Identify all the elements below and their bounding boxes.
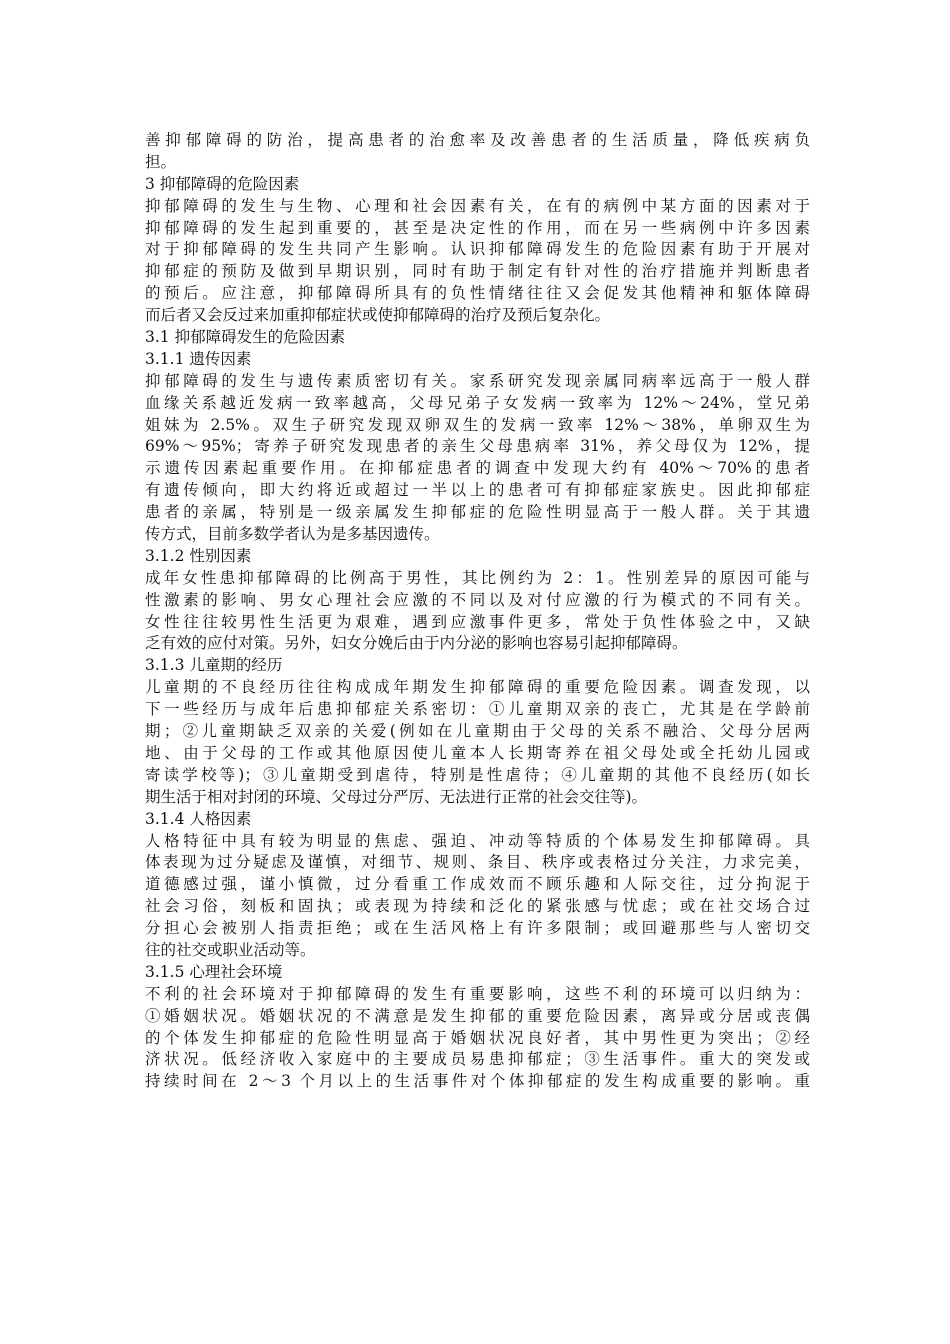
body-paragraph [145, 130, 810, 174]
section-heading: 3.1.5 心理社会环境 [145, 962, 283, 981]
text-line: 抑郁障碍的发生与遗传素质密切有关。家系研究发现亲属同病率远高于一般人群 [145, 371, 810, 390]
text-line: 69%～95%；寄养子研究发现患者的亲生父母患病率 31%，养父母仅为 12%，提 [145, 437, 810, 456]
body-paragraph [145, 371, 810, 546]
text-line: 体表现为过分疑虑及谨慎，对细节、规则、条目、秩序或表格过分关注，力求完美， [145, 853, 810, 872]
document-page [145, 130, 810, 1093]
section-heading: 3.1 抑郁障碍发生的危险因素 [145, 328, 346, 347]
text-line: 血缘关系越近发病一致率越高，父母兄弟子女发病一致率为 12%～24%，堂兄弟 [145, 393, 810, 412]
text-line: 抑郁障碍的发生起到重要的，甚至是决定性的作用，而在另一些病例中许多因素 [145, 218, 810, 237]
text-line: 示遗传因素起重要作用。在抑郁症患者的调查中发现大约有 40%～70%的患者 [145, 459, 810, 478]
text-line: 性激素的影响、男女心理社会应激的不同以及对付应激的行为模式的不同有关。 [145, 590, 810, 609]
text-line: 持续时间在 2～3 个月以上的生活事件对个体抑郁症的发生构成重要的影响。重 [145, 1072, 810, 1091]
text-line: 的个体发生抑郁症的危险性明显高于婚姻状况良好者，其中男性更为突出；②经 [145, 1028, 810, 1047]
text-line: 女性往往较男性生活更为艰难，遇到应激事件更多，常处于负性体验之中，又缺 [145, 612, 810, 631]
text-line: 期；②儿童期缺乏双亲的关爱(例如在儿童期由于父母的关系不融洽、父母分居两 [145, 722, 810, 741]
text-line: 抑郁障碍的发生与生物、心理和社会因素有关，在有的病例中某方面的因素对于 [145, 196, 810, 215]
text-line: 济状况。低经济收入家庭中的主要成员易患抑郁症；③生活事件。重大的突发或 [145, 1050, 810, 1069]
section-heading: 3.1.2 性别因素 [145, 546, 252, 565]
text-line: 而后者又会反过来加重抑郁症状或使抑郁障碍的治疗及预后复杂化。 [145, 306, 611, 325]
text-line: 乏有效的应付对策。另外，妇女分娩后由于内分泌的影响也容易引起抑郁障碍。 [145, 634, 688, 653]
body-paragraph [145, 196, 810, 327]
text-line: 传方式，目前多数学者认为是多基因遗传。 [145, 525, 440, 544]
text-line: 社会习俗，刻板和固执；或表现为持续和泛化的紧张感与忧虑；或在社交场合过 [145, 897, 810, 916]
text-line: 地、由于父母的工作或其他原因使儿童本人长期寄养在祖父母处或全托幼儿园或 [145, 743, 810, 762]
section-heading: 3.1.1 遗传因素 [145, 349, 252, 368]
body-paragraph [145, 568, 810, 656]
text-line: 患者的亲属，特别是一级亲属发生抑郁症的危险性明显高于一般人群。关于其遗 [145, 503, 810, 522]
section-heading: 3 抑郁障碍的危险因素 [145, 174, 300, 193]
text-line: 有遗传倾向，即大约将近或超过一半以上的患者可有抑郁症家族史。因此抑郁症 [145, 481, 810, 500]
text-line: 善抑郁障碍的防治，提高患者的治愈率及改善患者的生活质量，降低疾病负 [145, 131, 810, 149]
text-line: 期生活于相对封闭的环境、父母过分严厉、无法进行正常的社会交往等)。 [145, 787, 648, 806]
text-line: 寄读学校等)；③儿童期受到虐待，特别是性虐待；④儿童期的其他不良经历(如长 [145, 765, 810, 784]
text-line: 姐妹为 2.5%。双生子研究发现双卵双生的发病一致率 12%～38%，单卵双生为 [145, 415, 810, 434]
text-line: ①婚姻状况。婚姻状况的不满意是发生抑郁的重要危险因素，离异或分居或丧偶 [145, 1006, 810, 1025]
text-line: 不利的社会环境对于抑郁障碍的发生有重要影响，这些不利的环境可以归纳为： [145, 984, 810, 1003]
body-paragraph [145, 677, 810, 808]
text-line: 担。 [145, 152, 177, 171]
text-line: 道德感过强，谨小慎微，过分看重工作成效而不顾乐趣和人际交往，过分拘泥于 [145, 875, 810, 894]
text-line: 分担心会被别人指责拒绝；或在生活风格上有许多限制；或回避那些与人密切交 [145, 919, 810, 938]
section-heading: 3.1.4 人格因素 [145, 809, 252, 828]
text-line: 成年女性患抑郁障碍的比例高于男性，其比例约为 2：1。性别差异的原因可能与 [145, 568, 810, 587]
text-line: 下一些经历与成年后患抑郁症关系密切：①儿童期双亲的丧亡，尤其是在学龄前 [145, 700, 810, 719]
text-line: 往的社交或职业活动等。 [145, 940, 316, 959]
text-line: 儿童期的不良经历往往构成成年期发生抑郁障碍的重要危险因素。调查发现，以 [145, 678, 810, 697]
body-paragraph [145, 831, 810, 962]
text-line: 对于抑郁障碍的发生共同产生影响。认识抑郁障碍发生的危险因素有助于开展对 [145, 240, 810, 259]
section-heading: 3.1.3 儿童期的经历 [145, 656, 283, 675]
text-line: 人格特征中具有较为明显的焦虑、强迫、冲动等特质的个体易发生抑郁障碍。具 [145, 831, 810, 850]
body-paragraph [145, 984, 810, 1093]
text-line: 的预后。应注意，抑郁障碍所具有的负性情绪往往又会促发其他精神和躯体障碍 [145, 284, 810, 303]
text-line: 抑郁症的预防及做到早期识别，同时有助于制定有针对性的治疗措施并判断患者 [145, 262, 810, 281]
